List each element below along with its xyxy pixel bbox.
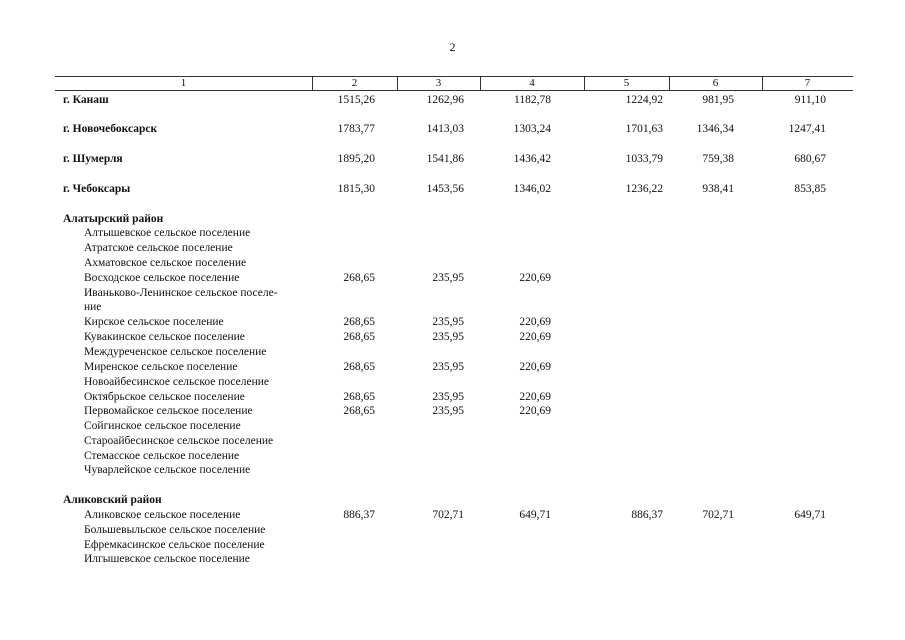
- settlement-name: Иваньково-Ленинское сельское поселе-: [84, 287, 278, 299]
- header-column-divider: [762, 76, 763, 90]
- region-name: Аликовский район: [63, 494, 162, 506]
- settlement-name: Кувакинское сельское поселение: [84, 331, 245, 343]
- settlement-name: Кирское сельское поселение: [84, 316, 224, 328]
- value-col-4: 649,71: [519, 509, 551, 521]
- header-column-divider: [480, 76, 481, 90]
- page-number: 2: [449, 40, 456, 54]
- value-col-6: 981,95: [702, 94, 734, 106]
- header-cell-1: 1: [180, 77, 187, 89]
- value-col-3: 1541,86: [426, 153, 464, 165]
- value-col-2: 1783,77: [337, 123, 375, 135]
- table-row: [0, 226, 905, 241]
- settlement-name: Атратское сельское поселение: [84, 242, 233, 254]
- header-column-divider: [397, 76, 398, 90]
- settlement-name: Междуреченское сельское поселение: [84, 346, 267, 358]
- value-col-6: 759,38: [702, 153, 734, 165]
- value-col-7: 649,71: [794, 509, 826, 521]
- value-col-3: 235,95: [432, 272, 464, 284]
- value-col-5: 1701,63: [625, 123, 663, 135]
- table-row: [0, 212, 905, 227]
- value-col-4: 1346,02: [513, 183, 551, 195]
- table-row: [0, 434, 905, 449]
- value-col-3: 235,95: [432, 361, 464, 373]
- table-row: [0, 256, 905, 271]
- value-col-4: 1182,78: [514, 94, 551, 106]
- value-col-4: 220,69: [519, 272, 551, 284]
- value-col-4: 220,69: [519, 405, 551, 417]
- table-row: [0, 508, 905, 523]
- value-col-2: 268,65: [343, 316, 375, 328]
- header-column-divider: [584, 76, 585, 90]
- value-col-7: 680,67: [794, 153, 826, 165]
- settlement-name: Аликовское сельское поселение: [84, 509, 241, 521]
- settlement-name: Октябрьское сельское поселение: [84, 391, 245, 403]
- settlement-name: Большевыльское сельское поселение: [84, 524, 266, 536]
- settlement-name: Алтышевское сельское поселение: [84, 227, 251, 239]
- value-col-3: 1262,96: [426, 94, 464, 106]
- table-row: [0, 404, 905, 419]
- settlement-name: Ефремкасинское сельское поселение: [84, 539, 265, 551]
- value-col-2: 268,65: [343, 361, 375, 373]
- settlement-name: ние: [84, 301, 102, 313]
- value-col-6: 702,71: [702, 509, 734, 521]
- value-col-2: 1515,26: [337, 94, 375, 106]
- value-col-4: 1303,24: [513, 123, 551, 135]
- region-name: г. Чебоксары: [63, 183, 131, 195]
- value-col-7: 911,10: [794, 94, 826, 106]
- table-row: [0, 271, 905, 286]
- header-cell-7: 7: [804, 77, 811, 89]
- table-row: [0, 360, 905, 375]
- settlement-name: Стемасское сельское поселение: [84, 450, 240, 462]
- table-row: [0, 241, 905, 256]
- table-row: [0, 93, 905, 108]
- value-col-6: 938,41: [702, 183, 734, 195]
- table-row: [0, 286, 905, 301]
- value-col-2: 268,65: [343, 272, 375, 284]
- value-col-6: 1346,34: [696, 123, 734, 135]
- table-row: [0, 523, 905, 538]
- table-row: [0, 552, 905, 567]
- value-col-5: 1033,79: [625, 153, 663, 165]
- header-column-divider: [312, 76, 313, 90]
- settlement-name: Чуварлейское сельское поселение: [84, 464, 251, 476]
- table-row: [0, 538, 905, 553]
- header-cell-3: 3: [435, 77, 442, 89]
- settlement-name: Новоайбесинское сельское поселение: [84, 376, 269, 388]
- table-row: [0, 300, 905, 315]
- table-row: [0, 463, 905, 478]
- settlement-name: Сойгинское сельское поселение: [84, 420, 241, 432]
- value-col-3: 235,95: [432, 391, 464, 403]
- settlement-name: Миренское сельское поселение: [84, 361, 238, 373]
- value-col-7: 853,85: [794, 183, 826, 195]
- table-row: [0, 330, 905, 345]
- region-name: г. Канаш: [63, 94, 109, 106]
- table-row: [0, 375, 905, 390]
- header-cell-6: 6: [712, 77, 719, 89]
- settlement-name: Первомайское сельское поселение: [84, 405, 253, 417]
- value-col-3: 235,95: [432, 331, 464, 343]
- header-cell-2: 2: [351, 77, 358, 89]
- value-col-2: 886,37: [343, 509, 375, 521]
- region-name: Алатырский район: [63, 213, 164, 225]
- value-col-3: 1453,56: [426, 183, 464, 195]
- value-col-4: 220,69: [519, 316, 551, 328]
- value-col-2: 1895,20: [337, 153, 375, 165]
- value-col-3: 235,95: [432, 316, 464, 328]
- table-row: [0, 315, 905, 330]
- table-row: [0, 152, 905, 167]
- table-row: [0, 493, 905, 508]
- value-col-2: 268,65: [343, 331, 375, 343]
- value-col-5: 1236,22: [625, 183, 663, 195]
- settlement-name: Илгышевское сельское поселение: [84, 553, 250, 565]
- header-cell-5: 5: [623, 77, 630, 89]
- table-row: [0, 182, 905, 197]
- table-row: [0, 122, 905, 137]
- value-col-5: 1224,92: [625, 94, 663, 106]
- value-col-3: 235,95: [432, 405, 464, 417]
- value-col-5: 886,37: [631, 509, 663, 521]
- settlement-name: Ахматовское сельское поселение: [84, 257, 247, 269]
- value-col-4: 220,69: [519, 361, 551, 373]
- region-name: г. Новочебоксарск: [63, 123, 158, 135]
- header-column-divider: [669, 76, 670, 90]
- value-col-4: 220,69: [519, 331, 551, 343]
- header-cell-4: 4: [529, 77, 535, 89]
- value-col-3: 1413,03: [426, 123, 464, 135]
- value-col-4: 220,69: [519, 391, 551, 403]
- value-col-3: 702,71: [432, 509, 464, 521]
- region-name: г. Шумерля: [63, 153, 123, 165]
- table-row: [0, 345, 905, 360]
- table-header-bottom-rule: [55, 90, 853, 91]
- value-col-2: 1815,30: [337, 183, 375, 195]
- value-col-7: 1247,41: [788, 123, 826, 135]
- value-col-2: 268,65: [343, 405, 375, 417]
- value-col-4: 1436,42: [513, 153, 551, 165]
- value-col-2: 268,65: [343, 391, 375, 403]
- settlement-name: Восходское сельское поселение: [84, 272, 240, 284]
- settlement-name: Староайбесинское сельское поселение: [84, 435, 274, 447]
- table-row: [0, 419, 905, 434]
- table-row: [0, 390, 905, 405]
- table-row: [0, 449, 905, 464]
